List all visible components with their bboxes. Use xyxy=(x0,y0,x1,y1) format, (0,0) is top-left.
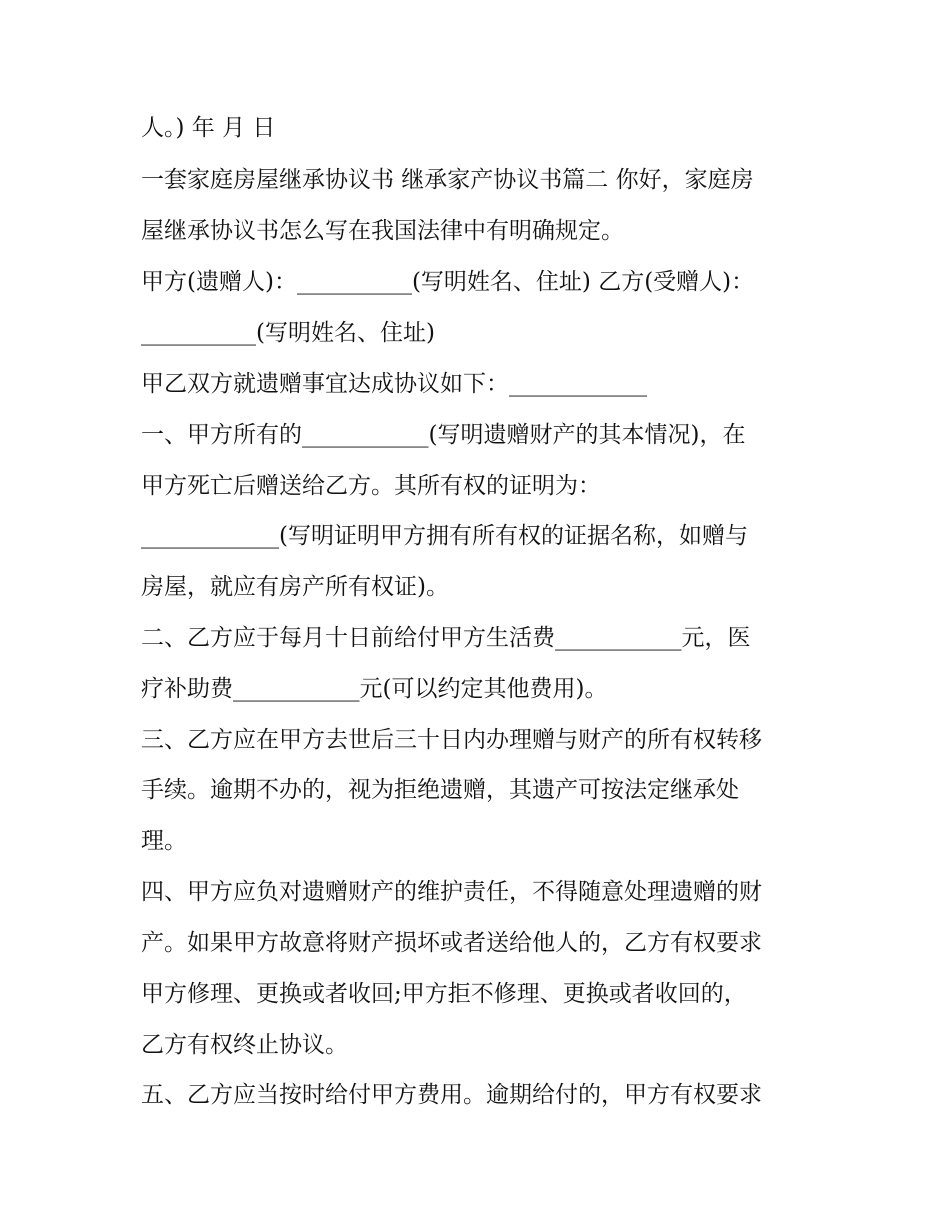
text-line: 产。如果甲方故意将财产损坏或者送给他人的，乙方有权要求 xyxy=(141,930,762,956)
text-line: 屋继承协议书怎么写在我国法律中有明确规定。 xyxy=(141,218,624,244)
text-line: 一套家庭房屋继承协议书 继承家产协议书篇二 你好，家庭房 xyxy=(141,167,754,193)
text-line: 房屋，就应有房产所有权证)。 xyxy=(141,574,449,600)
text-line: 三、乙方应在甲方去世后三十日内办理赠与财产的所有权转移 xyxy=(141,727,762,753)
text-line: 甲方死亡后赠送给乙方。其所有权的证明为： xyxy=(141,473,601,499)
text-line: 甲方(遗赠人)：__________(写明姓名、住址) 乙方(受赠人)： xyxy=(141,269,755,295)
text-line: 乙方有权终止协议。 xyxy=(141,1032,348,1058)
text-line: 甲乙双方就遗赠事宜达成协议如下：____________ xyxy=(141,371,647,397)
text-line: 理。 xyxy=(141,828,187,854)
text-line: 人。) 年 月 日 xyxy=(141,115,276,141)
text-line: 五、乙方应当按时给付甲方费用。逾期给付的，甲方有权要求 xyxy=(141,1082,762,1108)
text-line: __________(写明姓名、住址) xyxy=(141,320,435,346)
text-line: 一、甲方所有的___________(写明遗赠财产的其本情况)，在 xyxy=(141,422,746,448)
text-line: 四、甲方应负对遗赠财产的维护责任，不得随意处理遗赠的财 xyxy=(141,879,762,905)
text-line: 疗补助费___________元(可以约定其他费用)。 xyxy=(141,676,608,702)
text-line: ____________(写明证明甲方拥有所有权的证据名称，如赠与 xyxy=(141,523,748,549)
text-line: 手续。逾期不办的，视为拒绝遗赠，其遗产可按法定继承处 xyxy=(141,777,739,803)
text-line: 二、乙方应于每月十日前给付甲方生活费___________元，医 xyxy=(141,625,751,651)
text-line: 甲方修理、更换或者收回;甲方拒不修理、更换或者收回的， xyxy=(141,981,747,1007)
